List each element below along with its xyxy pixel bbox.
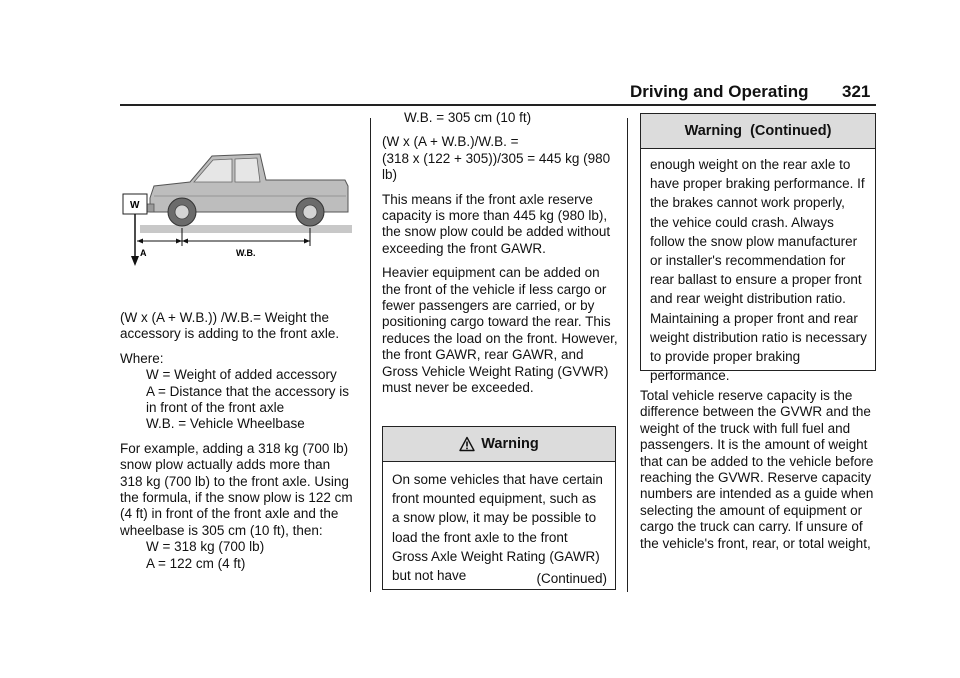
where-item: W = Weight of added accessory xyxy=(146,367,337,383)
example-paragraph: For example, adding a 318 kg (700 lb) snow plow actually adds more than 318 kg (700 lb) to the front axle. Using the formula, if the snow plow is 122 cm (4 ft) in front of the front axle and the wheelbase is 305 cm (10 ft), then: xyxy=(120,440,353,538)
front-hub xyxy=(175,205,189,219)
warning-body: On some vehicles that have certain front mounted equipment, such as a snow plow, it may be possible to load the front axle to the front Gross Axle Weight Rating (GAWR) but not have xyxy=(392,472,603,584)
column-1 xyxy=(120,310,356,572)
warning-triangle-icon xyxy=(459,436,475,452)
wb-label: W.B. xyxy=(236,248,256,258)
reserve-capacity-paragraph: Total vehicle reserve capacity is the difference between the GVWR and the weight of the truck with full fuel and passengers. It is the amount of weight that can be added to the vehicle before reaching the GVWR. Reserve capacity numbers are intended as a guide when selecting the amount of equipment or cargo the truck can carry. If unsure of the vehicle's front, rear, or total weight, xyxy=(640,388,874,551)
formula-result: (318 x (122 + 305))/305 = 445 kg (980 lb) xyxy=(382,150,611,183)
header-rule xyxy=(120,104,876,106)
column-divider-2 xyxy=(627,118,628,592)
page-number: 321 xyxy=(842,82,871,101)
continued-label: (Continued) xyxy=(536,571,607,586)
truck-weight-diagram xyxy=(120,140,356,275)
warning-header xyxy=(383,427,615,462)
section-title: Driving and Operating xyxy=(630,82,809,101)
example-item: A = 122 cm (4 ft) xyxy=(146,555,246,571)
a-label: A xyxy=(140,248,147,258)
truck-illustration xyxy=(120,140,356,275)
column-2 xyxy=(382,110,618,405)
ground-band xyxy=(140,225,352,233)
rear-hub xyxy=(303,205,317,219)
column-divider-1 xyxy=(370,118,371,592)
warning-continued-title: Warning (Continued) xyxy=(684,123,832,139)
formula-line: (W x (A + W.B.)/W.B. = xyxy=(382,134,519,150)
warning-continued-box xyxy=(640,113,876,384)
example-item: W = 318 kg (700 lb) xyxy=(146,539,265,555)
warning-continued-header xyxy=(641,114,875,149)
w-arrow-head xyxy=(131,256,139,266)
where-label: Where: xyxy=(120,350,164,366)
reserve-paragraph: This means if the front axle reserve capacity is more than 445 kg (980 lb), the snow plow could be added without exceeding the front GAWR. xyxy=(382,191,611,256)
where-item: W.B. = Vehicle Wheelbase xyxy=(146,416,305,432)
w-label: W xyxy=(130,200,140,211)
formula-paragraph: (W x (A + W.B.)) /W.B.= Weight the accessory is adding to the front axle. xyxy=(120,310,340,342)
wb-value-line: W.B. = 305 cm (10 ft) xyxy=(404,110,532,125)
warning-continued-body: enough weight on the rear axle to have proper braking performance. If the brakes cannot work properly, the vehice could crash. Always follow the snow plow manufacturer or installer's recommendation for rear ballast to ensure a proper front and rear weight distribution ratio. Maintaining a proper front and rear weight distribution ratio is necessary to provide proper braking performance. xyxy=(650,157,867,384)
heavier-equipment-paragraph: Heavier equipment can be added on the front of the vehicle if less cargo or fewer passengers are carried, or by positioning cargo toward the rear. This reduces the load on the front. However, the front GAWR, rear GAWR, and Gross Vehicle Weight Rating (GVWR) must never be exceeded. xyxy=(382,265,618,396)
warning-title: Warning xyxy=(481,436,539,452)
where-item: A = Distance that the accessory is in front of the front axle xyxy=(146,383,349,416)
warning-box xyxy=(382,426,616,590)
column-3 xyxy=(640,388,876,560)
truck-rear-window xyxy=(235,158,260,182)
